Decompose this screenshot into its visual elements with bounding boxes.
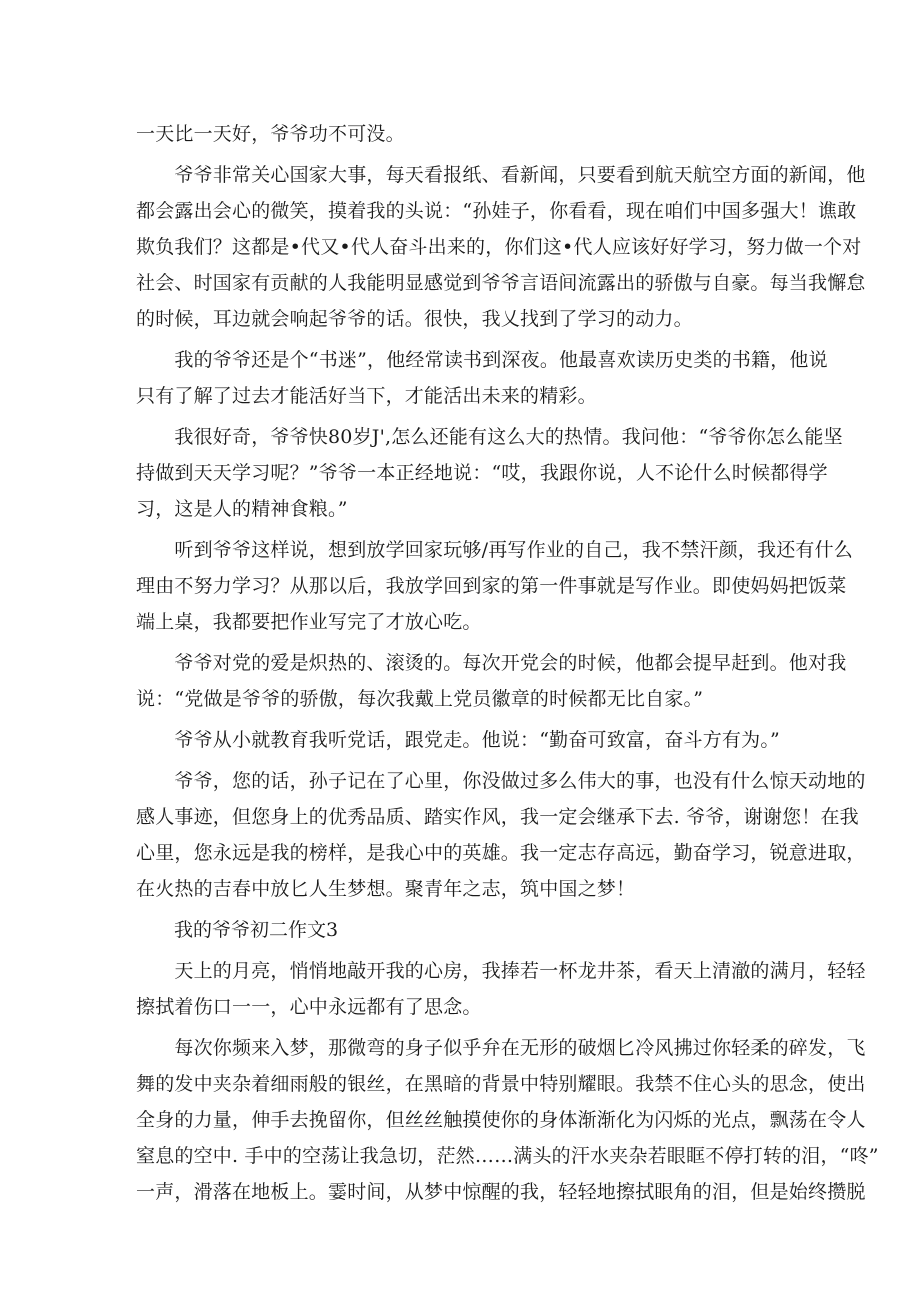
text-line: 爷爷，您的话，孙子记在了心里，你没做过多么伟大的事，也没有什么惊天动地的: [136, 770, 866, 792]
text-line: 擦拭着伤口一一，心中永远都有了思念。: [136, 996, 482, 1018]
text-line: 理由不努力学习？从那以后，我放学回到家的第一件事就是写作业。即使妈妈把饭菜: [136, 575, 847, 597]
paragraph: [136, 116, 786, 152]
text-line: 我很好奇，爷爷快80岁J',怎么还能有这么大的热情。我问他：“爷爷你怎么能坚: [136, 426, 843, 448]
text-line: 一声，滑落在地板上。霎时间，从梦中惊醒的我，轻轻地擦拭眼角的泪，但是始终攒脱: [136, 1181, 866, 1203]
text-line: 习，这是人的精神食粮。”: [136, 498, 348, 520]
text-line: 一天比一天好，爷爷功不可没。: [136, 123, 405, 145]
paragraph: [136, 645, 847, 717]
paragraph: [136, 342, 828, 414]
text-line: 爷爷从小就教育我听党话，跟党走。他说：“勤奋可致富，奋斗方有为。”: [136, 729, 780, 751]
text-line: 爷爷非常关心国家大事，每天看报纸、看新闻，只要看到航天航空方面的新闻，他: [136, 164, 866, 186]
section-heading: [136, 912, 786, 948]
text-line: 爷爷对党的爱是炽热的、滚烫的。每次开党会的时候，他都会提早赶到。他对我: [136, 652, 847, 674]
text-line: 窒息的空中. 手中的空荡让我急切，茫然……满头的汗水夹杂若眼眶不停打转的泪，“咚”: [136, 1145, 879, 1167]
text-line: 的时候，耳边就会响起爷爷的话。很快，我乂找到了学习的动力。: [136, 308, 693, 330]
text-line: 持做到天天学习呢？”爷爷一本正经地说：“哎，我跟你说，人不论什么时候都得学: [136, 462, 828, 484]
paragraph: [136, 763, 866, 907]
text-line: 说：“党做是爷爷的骄傲，每次我戴上党员徽章的时候都无比自家。”: [136, 688, 704, 710]
paragraph: [136, 953, 866, 1025]
text-line: 在火热的吉春中放匕人生梦想。聚青年之志，筑中国之梦！: [136, 878, 636, 900]
text-line: 全身的力量，伸手去挽留你，但丝丝触摸使你的身体渐渐化为闪烁的光点，飘荡在令人: [136, 1109, 866, 1131]
text-line: 欺负我们？这都是•代又•代人奋斗出来的，你们这•代人应该好好学习，努力做一个对: [136, 236, 862, 258]
text-line: 只有了解了过去才能活好当下，才能活出未来的精彩。: [136, 385, 597, 407]
text-line: 天上的月亮，悄悄地敲开我的心房，我捧若一杯龙井茶，看天上清澈的满月，轻轻: [136, 960, 866, 982]
paragraph: [136, 1030, 879, 1210]
paragraph: [136, 419, 843, 527]
document-body: [136, 116, 879, 1210]
text-line: 端上桌，我都要把作业写完了才放心吃。: [136, 611, 482, 633]
paragraph: [136, 157, 866, 337]
paragraph: [136, 722, 786, 758]
text-line: 感人事迹，但您身上的优秀品质、踏实作风，我一定会继承下去. 爷爷，谢谢您！在我: [136, 806, 859, 828]
text-line: 我的爷爷还是个“书迷”，他经常读书到深夜。他最喜欢读历史类的书籍，他说: [136, 349, 828, 371]
text-line: 听到爷爷这样说，想到放学回家玩够/再写作业的自己，我不禁汗颜，我还有什么: [136, 539, 854, 561]
text-line: 心里，您永远是我的榜样，是我心中的英雄。我一定志存高远，勤奋学习，锐意进取，: [136, 842, 866, 864]
heading-text: 我的爷爷初二作文3: [136, 919, 339, 941]
text-line: 社会、时国家有贡献的人我能明显感觉到爷爷言语间流露出的骄傲与自豪。每当我懈怠: [136, 272, 866, 294]
text-line: 每次你频来入梦，那微弯的身子似乎弁在无形的破烟匕冷风拂过你轻柔的碎发，飞: [136, 1037, 866, 1059]
text-line: 舞的发中夹杂着细雨般的银丝，在黑暗的背景中特别耀眼。我禁不住心头的思念，使出: [136, 1073, 866, 1095]
text-line: 都会露出会心的微笑，摸着我的头说：“孙娃子，你看看，现在咱们中国多强大！谯敢: [136, 200, 857, 222]
paragraph: [136, 532, 854, 640]
